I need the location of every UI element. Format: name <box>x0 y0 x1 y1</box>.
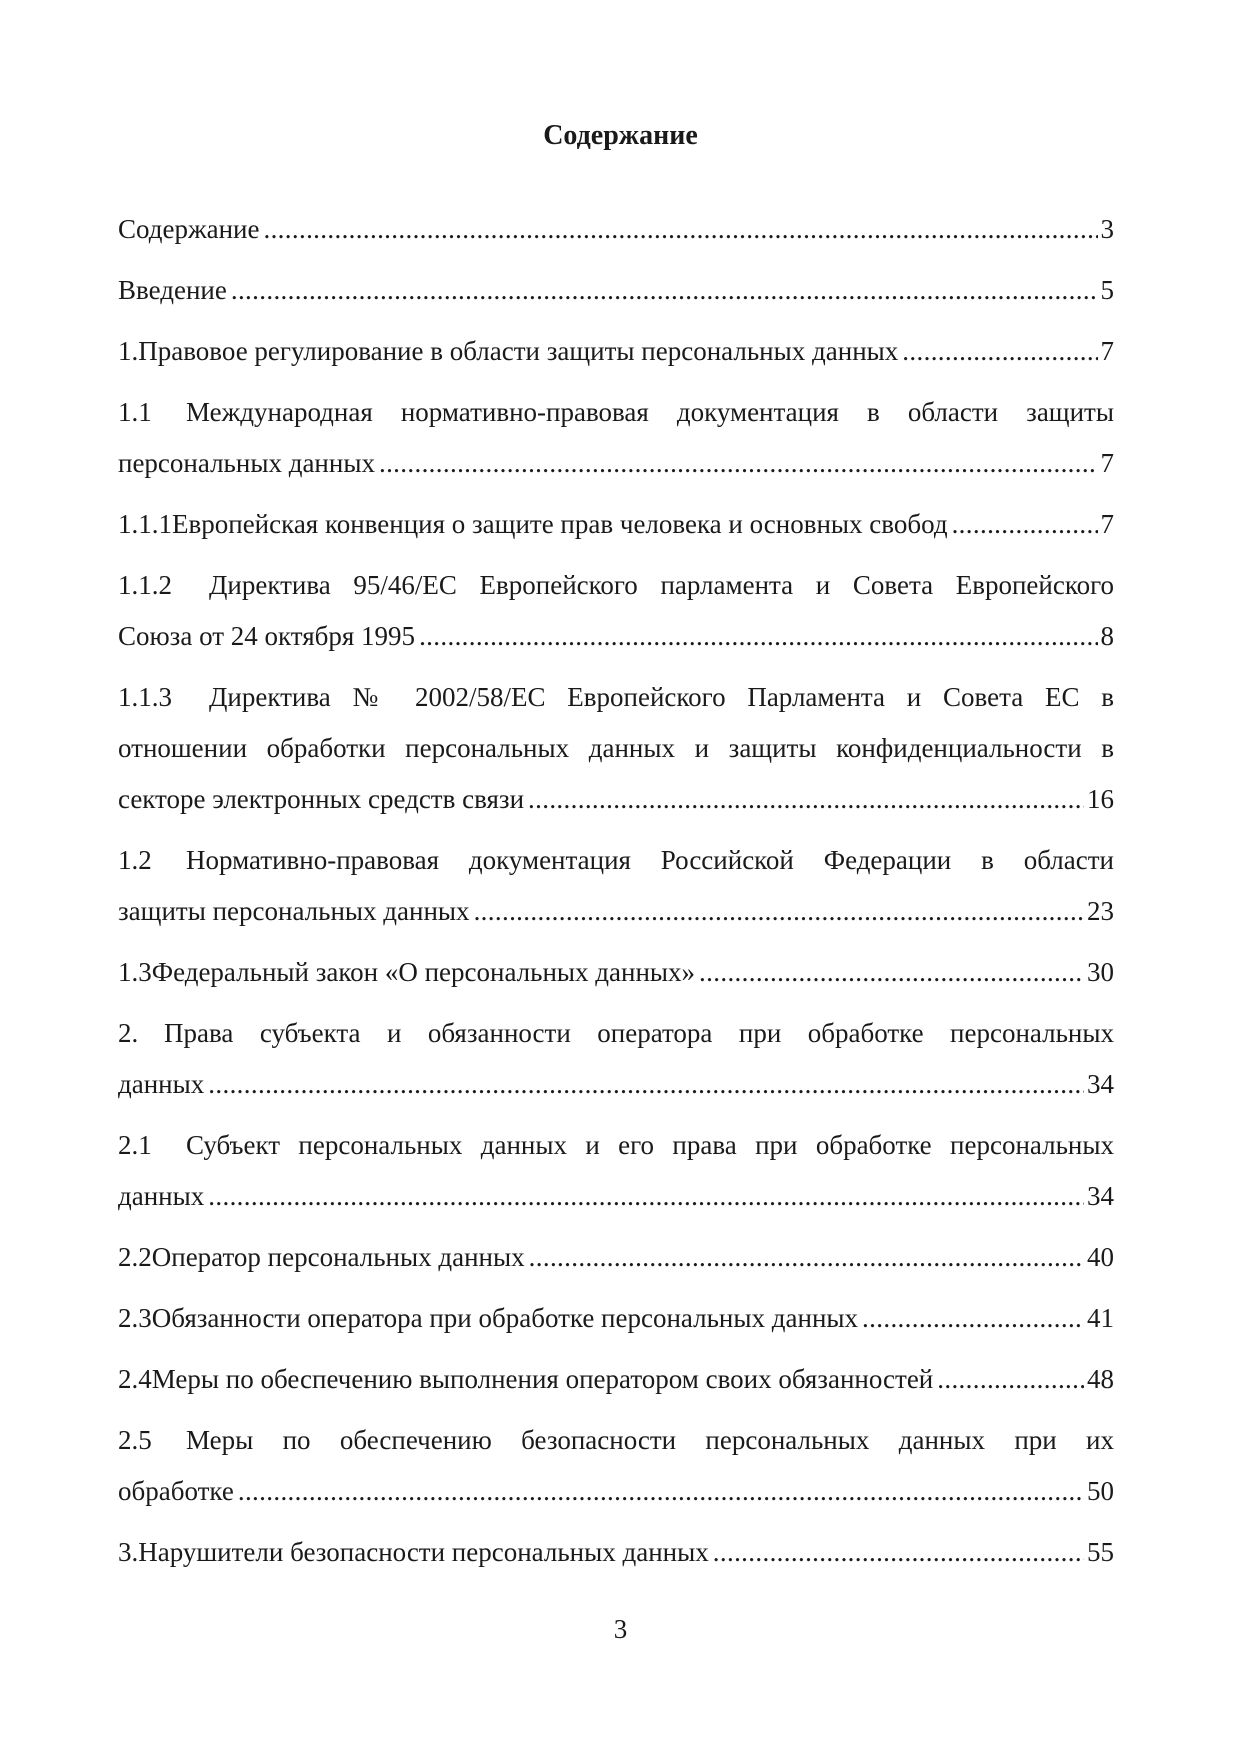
toc-entry-line <box>118 438 1114 489</box>
toc-entry-first-line <box>118 1415 1114 1466</box>
toc-entry-title-start: Директива № 2002/58/ЕС Европейского Парламента и Совета ЕС в <box>209 682 1114 712</box>
toc-entry-1-1-2[interactable] <box>118 560 1114 662</box>
toc-entry-title-start: Права субъекта и обязанности оператора при обработке персональных <box>164 1018 1114 1048</box>
toc-entry-title-start: Нормативно-правовая документация Российской Федерации в области <box>186 845 1114 875</box>
toc-entry-title-middle: отношении обработки персональных данных и защиты конфиденциальности в <box>118 733 1114 763</box>
dot-leader <box>699 947 1084 998</box>
toc-entry-page: 34 <box>1087 1069 1114 1099</box>
toc-entry-line <box>118 499 1114 550</box>
toc-entry-line <box>118 1293 1114 1344</box>
dot-leader <box>231 265 1098 316</box>
toc-entry-page: 7 <box>1100 336 1114 366</box>
toc-entry-page: 8 <box>1100 621 1114 651</box>
toc-entry-number: 2.4 <box>118 1364 152 1394</box>
toc-entry-title-start: Субъект персональных данных и его права при обработке персональных <box>186 1130 1114 1160</box>
toc-entry-page: 16 <box>1087 784 1114 814</box>
toc-entry-page: 5 <box>1100 275 1114 305</box>
toc-entry-number: 1.1.3 <box>118 682 172 712</box>
toc-entry-number: 1.1 <box>118 397 152 427</box>
dot-leader <box>379 438 1098 489</box>
toc-entry-line <box>118 326 1114 377</box>
toc-entry-line <box>118 611 1114 662</box>
toc-entry-line <box>118 1232 1114 1283</box>
toc-entry-line <box>118 774 1114 825</box>
dot-leader <box>952 499 1098 550</box>
toc-entry-1-1-1[interactable] <box>118 499 1114 550</box>
toc-entry-page: 40 <box>1087 1242 1114 1272</box>
toc-entry-title: Введение <box>118 275 227 305</box>
dot-leader <box>528 774 1084 825</box>
toc-entry-line <box>118 1059 1114 1110</box>
toc-entry-2-4[interactable] <box>118 1354 1114 1405</box>
toc-entry-title: Нарушители безопасности персональных данных <box>138 1537 709 1567</box>
toc-entry-1-2[interactable] <box>118 835 1114 937</box>
toc-entry-page: 34 <box>1087 1181 1114 1211</box>
toc-entry-page: 7 <box>1100 509 1114 539</box>
toc-entry-first-line <box>118 1008 1114 1059</box>
toc-entry-line <box>118 1354 1114 1405</box>
toc-entry-page: 3 <box>1100 214 1114 244</box>
toc-entry-line <box>118 947 1114 998</box>
toc-entry-1[interactable] <box>118 326 1114 377</box>
toc-entry-title: Федеральный закон «О персональных данных» <box>151 957 696 987</box>
toc-entry-title: Европейская конвенция о защите прав человека и основных свобод <box>172 509 948 539</box>
toc-entry-title-end: персональных данных <box>118 448 375 478</box>
toc-entry-line <box>118 265 1114 316</box>
toc-entry-title: Правовое регулирование в области защиты персональных данных <box>138 336 899 366</box>
toc-entry-number: 2.1 <box>118 1130 152 1160</box>
dot-leader <box>529 1232 1084 1283</box>
toc-entry-first-line <box>118 387 1114 438</box>
toc-entry-2-1[interactable] <box>118 1120 1114 1222</box>
dot-leader <box>208 1059 1084 1110</box>
toc-entry-title-start: Международная нормативно-правовая документация в области защиты <box>186 397 1114 427</box>
toc-entry-number: 1.3 <box>118 957 152 987</box>
toc-entry-number: 1.1.1 <box>118 509 172 539</box>
toc-entry-page: 30 <box>1087 957 1114 987</box>
toc-entry-introduction[interactable] <box>118 265 1114 316</box>
toc-entry-2-2[interactable] <box>118 1232 1114 1283</box>
toc-entry-title-end: данных <box>118 1069 205 1099</box>
toc-entry-line <box>118 1527 1114 1578</box>
toc-entry-line <box>118 1466 1114 1517</box>
dot-leader <box>937 1354 1084 1405</box>
toc-entry-title: Оператор персональных данных <box>151 1242 525 1272</box>
toc-entry-1-1-3[interactable] <box>118 672 1114 825</box>
toc-entry-2-5[interactable] <box>118 1415 1114 1517</box>
toc-entry-first-line <box>118 1120 1114 1171</box>
toc-entry-title-start: Директива 95/46/ЕС Европейского парламента и Совета Европейского <box>209 570 1114 600</box>
toc-entry-middle-line <box>118 723 1114 774</box>
toc-entry-page: 48 <box>1087 1364 1114 1394</box>
toc-entry-3[interactable] <box>118 1527 1114 1578</box>
toc-entry-number: 1.1.2 <box>118 570 172 600</box>
toc-entry-line <box>118 886 1114 937</box>
dot-leader <box>862 1293 1084 1344</box>
toc-entry-1-1[interactable] <box>118 387 1114 489</box>
toc-entry-line <box>118 1171 1114 1222</box>
dot-leader <box>713 1527 1084 1578</box>
toc-entry-1-3[interactable] <box>118 947 1114 998</box>
toc-entry-title-end: данных <box>118 1181 205 1211</box>
dot-leader <box>238 1466 1084 1517</box>
toc-entry-2-3[interactable] <box>118 1293 1114 1344</box>
toc-entry-line <box>118 204 1114 255</box>
toc-entry-number: 2.5 <box>118 1425 152 1455</box>
toc-entry-number: 2.2 <box>118 1242 152 1272</box>
toc-entry-title-end: секторе электронных средств связи <box>118 784 525 814</box>
toc-entry-2[interactable] <box>118 1008 1114 1110</box>
toc-entry-first-line <box>118 672 1114 723</box>
dot-leader <box>263 204 1097 255</box>
dot-leader <box>419 611 1097 662</box>
toc-entry-first-line <box>118 835 1114 886</box>
toc-entry-title: Обязанности оператора при обработке персональных данных <box>151 1303 859 1333</box>
toc-entry-contents[interactable] <box>118 204 1114 255</box>
toc-entry-page: 50 <box>1087 1476 1114 1506</box>
page-title: Содержание <box>543 120 698 151</box>
dot-leader <box>474 886 1084 937</box>
table-of-contents <box>118 204 1114 1588</box>
toc-entry-title-end: обработке <box>118 1476 234 1506</box>
dot-leader <box>902 326 1097 377</box>
dot-leader <box>208 1171 1084 1222</box>
toc-entry-number: 3. <box>118 1537 139 1567</box>
toc-entry-title: Меры по обеспечению выполнения оператором своих обязанностей <box>151 1364 934 1394</box>
toc-entry-title-end: Союза от 24 октября 1995 <box>118 621 416 651</box>
toc-entry-page: 55 <box>1087 1537 1114 1567</box>
toc-entry-number: 1.2 <box>118 845 152 875</box>
toc-entry-title: Содержание <box>118 214 260 244</box>
toc-entry-number: 2.3 <box>118 1303 152 1333</box>
toc-entry-number: 1. <box>118 336 139 366</box>
toc-entry-title-end: защиты персональных данных <box>118 896 470 926</box>
toc-entry-page: 7 <box>1100 448 1114 478</box>
toc-entry-first-line <box>118 560 1114 611</box>
toc-entry-page: 23 <box>1087 896 1114 926</box>
page-number: 3 <box>613 1614 628 1644</box>
toc-entry-page: 41 <box>1087 1303 1114 1333</box>
toc-entry-number: 2. <box>118 1018 139 1048</box>
toc-entry-title-start: Меры по обеспечению безопасности персональных данных при их <box>186 1425 1114 1455</box>
